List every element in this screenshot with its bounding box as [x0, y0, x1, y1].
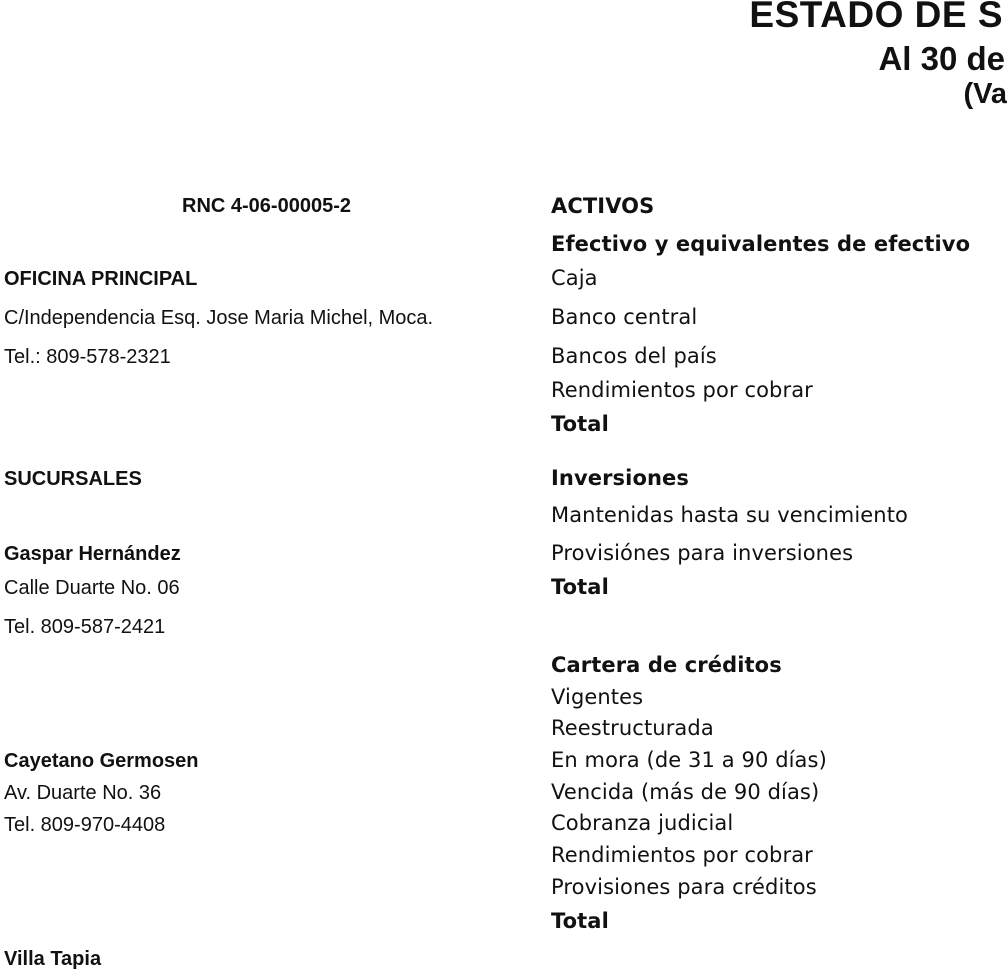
- investments-heading: Inversiones: [551, 466, 689, 490]
- investments-total: Total: [551, 575, 609, 599]
- loans-item: Rendimientos por cobrar: [551, 843, 813, 867]
- loans-total: Total: [551, 909, 609, 933]
- branch-name: Gaspar Hernández: [4, 543, 181, 565]
- main-office-heading: OFICINA PRINCIPAL: [4, 268, 198, 290]
- cash-section-heading: Efectivo y equivalentes de efectivo: [551, 232, 971, 256]
- assets-heading: ACTIVOS: [551, 194, 655, 218]
- rnc-number: RNC 4-06-00005-2: [182, 195, 351, 217]
- main-office-phone: Tel.: 809-578-2321: [4, 346, 171, 368]
- cash-item: Banco central: [551, 305, 698, 329]
- report-date: Al 30 de: [878, 40, 1005, 77]
- main-office-address: C/Independencia Esq. Jose Maria Michel, Moca.: [4, 307, 434, 329]
- report-currency-note: (Va: [963, 78, 1007, 110]
- report-title: ESTADO DE S: [749, 0, 1003, 35]
- branch-address: Calle Duarte No. 06: [4, 577, 180, 599]
- branch-name: Cayetano Germosen: [4, 750, 199, 772]
- branches-heading: SUCURSALES: [4, 468, 142, 490]
- loans-item: Cobranza judicial: [551, 811, 734, 835]
- cash-total: Total: [551, 412, 609, 436]
- loans-item: Reestructurada: [551, 716, 714, 740]
- cash-item: Bancos del país: [551, 344, 717, 368]
- loans-item: Vencida (más de 90 días): [551, 780, 820, 804]
- investments-item: Provisiónes para inversiones: [551, 541, 854, 565]
- loans-item: Provisiones para créditos: [551, 875, 817, 899]
- cash-item: Rendimientos por cobrar: [551, 378, 813, 402]
- investments-item: Mantenidas hasta su vencimiento: [551, 503, 908, 527]
- cash-item: Caja: [551, 266, 598, 290]
- loans-heading: Cartera de créditos: [551, 653, 782, 677]
- loans-item: En mora (de 31 a 90 días): [551, 748, 827, 772]
- branch-phone: Tel. 809-970-4408: [4, 814, 166, 836]
- branch-name: Villa Tapia: [4, 948, 102, 970]
- loans-item: Vigentes: [551, 685, 644, 709]
- branch-address: Av. Duarte No. 36: [4, 782, 162, 804]
- branch-phone: Tel. 809-587-2421: [4, 616, 166, 638]
